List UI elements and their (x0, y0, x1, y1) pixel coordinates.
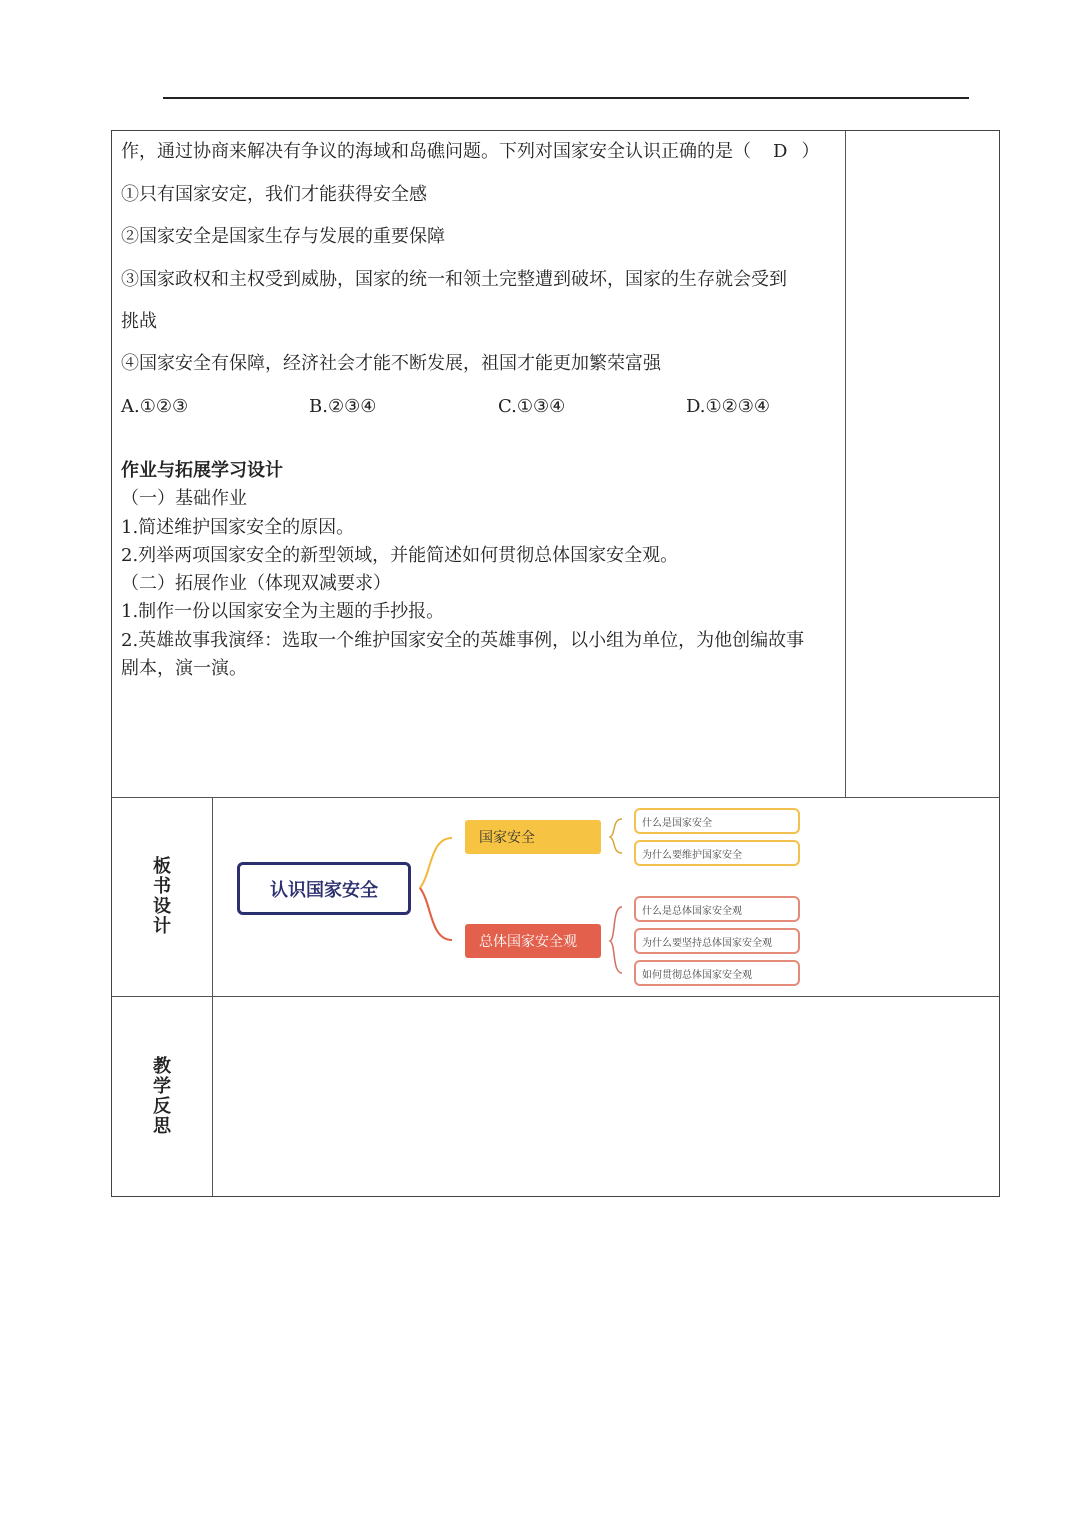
basic-homework-2: 2.列举两项国家安全的新型领域，并能简述如何贯彻总体国家安全观。 (121, 545, 679, 566)
mindmap-branch-holistic-security: 总体国家安全观 (465, 924, 601, 958)
mindmap-leaf: 为什么要维护国家安全 (634, 840, 800, 866)
basic-homework-heading: （一）基础作业 (121, 488, 247, 509)
choice-b: B.②③④ (309, 396, 377, 417)
mindmap-center-node: 认识国家安全 (237, 862, 411, 915)
extended-homework-1: 1.制作一份以国家安全为主题的手抄报。 (121, 601, 445, 622)
question-stem: 作，通过协商来解决有争议的海域和岛礁问题。下列对国家安全认识正确的是（ D ） (121, 141, 820, 162)
mindmap-branch-national-security: 国家安全 (465, 820, 601, 854)
option-statement-2: ②国家安全是国家生存与发展的重要保障 (121, 226, 445, 247)
teaching-reflection-label: 教学反思 (153, 1056, 171, 1137)
choice-c: C.①③④ (498, 396, 566, 417)
question-answer: D (773, 141, 788, 162)
choice-d: D.①②③④ (686, 396, 771, 417)
mindmap-leaf: 什么是国家安全 (634, 808, 800, 834)
extended-homework-2: 2.英雄故事我演绎：选取一个维护国家安全的英雄事例，以小组为单位，为他创编故事 (121, 630, 805, 651)
extended-homework-heading: （二）拓展作业（体现双减要求） (121, 573, 391, 594)
choice-a: A.①②③ (121, 396, 189, 417)
option-statement-4: ④国家安全有保障，经济社会才能不断发展，祖国才能更加繁荣富强 (121, 353, 661, 374)
mindmap-leaf: 什么是总体国家安全观 (634, 896, 800, 922)
extended-homework-2-cont: 剧本，演一演。 (121, 658, 247, 679)
basic-homework-1: 1.简述维护国家安全的原因。 (121, 517, 355, 538)
homework-title: 作业与拓展学习设计 (121, 460, 283, 481)
option-statement-1: ①只有国家安定，我们才能获得安全感 (121, 184, 427, 205)
option-statement-3: ③国家政权和主权受到威胁，国家的统一和领土完整遭到破坏，国家的生存就会受到 (121, 269, 787, 290)
board-design-label: 板书设计 (153, 856, 171, 937)
mindmap-leaf: 为什么要坚持总体国家安全观 (634, 928, 800, 954)
option-statement-3-cont: 挑战 (121, 311, 157, 332)
mindmap-leaf: 如何贯彻总体国家安全观 (634, 960, 800, 986)
